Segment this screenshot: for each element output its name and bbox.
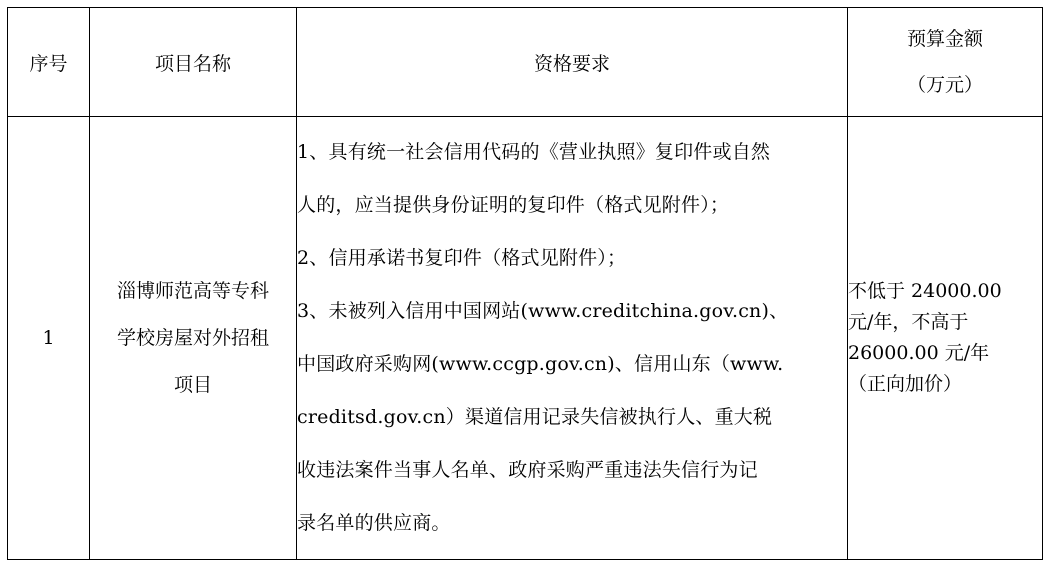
- budget-line: 26000.00 元/年: [848, 342, 990, 364]
- qualification-table: [7, 7, 1043, 560]
- budget-line: 不低于 24000.00: [848, 280, 1002, 302]
- project-name-line: 项目: [173, 373, 212, 396]
- project-name-line: 淄博师范高等专科: [116, 279, 269, 302]
- header-budget-line2: （万元）: [906, 74, 983, 96]
- header-budget-line1: 预算金额: [906, 28, 983, 50]
- row-requirements: [297, 117, 848, 560]
- project-name-line: 学校房屋对外招租: [116, 326, 269, 349]
- requirement-line: 中国政府采购网(www.ccgp.gov.cn)、信用山东（www.: [297, 353, 784, 375]
- budget-line: 元/年，不高于: [848, 311, 969, 333]
- row-project-name: [90, 117, 297, 560]
- header-project-name: 项目名称: [90, 8, 297, 117]
- row-budget: [848, 117, 1043, 560]
- header-row: [8, 8, 1043, 117]
- table-row: [8, 117, 1043, 560]
- requirement-line: creditsd.gov.cn）渠道信用记录失信被执行人、重大税: [297, 406, 773, 428]
- requirement-line: 3、未被列入信用中国网站(www.creditchina.gov.cn)、: [297, 300, 789, 322]
- requirement-line: 录名单的供应商。: [297, 512, 451, 534]
- requirement-line: 1、具有统一社会信用代码的《营业执照》复印件或自然: [297, 141, 771, 163]
- header-seq: 序号: [8, 8, 90, 117]
- header-requirements: 资格要求: [297, 8, 848, 117]
- header-budget: [848, 8, 1043, 117]
- requirement-line: 人的，应当提供身份证明的复印件（格式见附件）；: [297, 194, 730, 216]
- requirement-line: 收违法案件当事人名单、政府采购严重违法失信行为记: [297, 459, 758, 481]
- requirement-line: 2、信用承诺书复印件（格式见附件）；: [297, 247, 627, 269]
- budget-line: （正向加价）: [848, 373, 963, 395]
- row-seq: 1: [8, 117, 90, 560]
